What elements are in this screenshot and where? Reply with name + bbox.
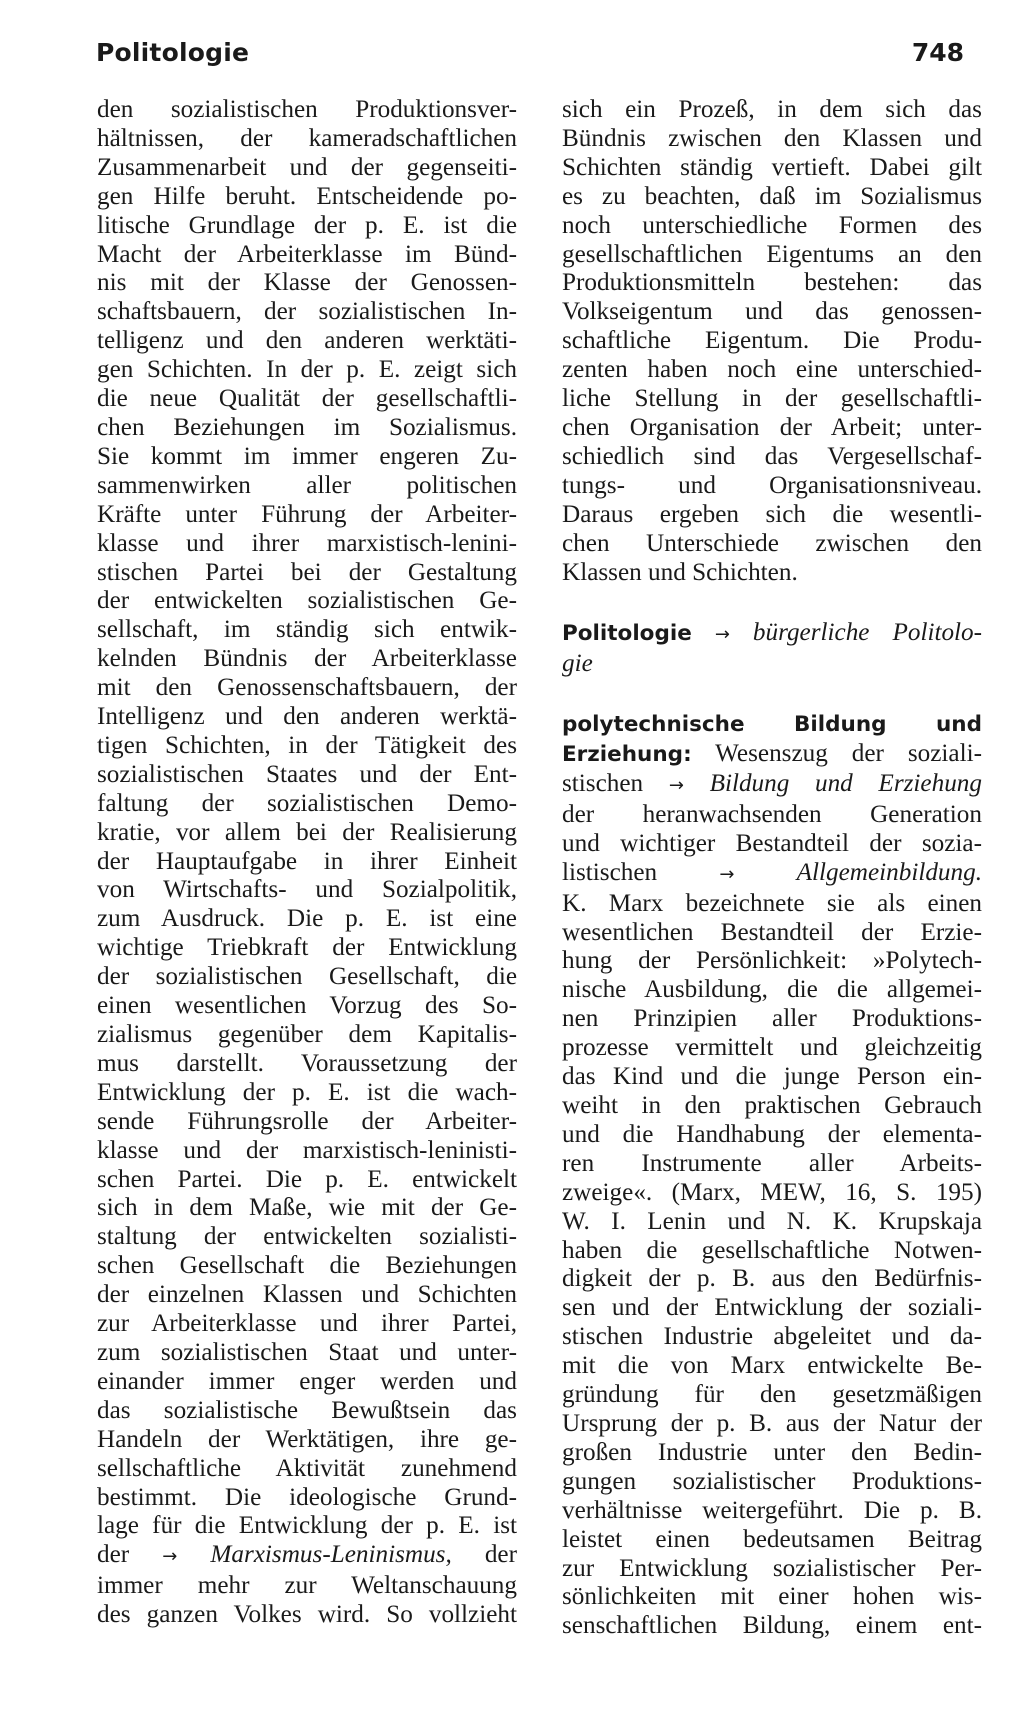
text-line: zum sozialistischen Staat und unter- bbox=[97, 1338, 517, 1366]
entry-politologie bbox=[562, 619, 982, 650]
text-line: sozialistischen Staates und der Ent- bbox=[97, 760, 517, 788]
text-line: staltung der entwickelten sozialisti- bbox=[97, 1223, 517, 1251]
text-line: schaftliche Eigentum. Die Produ- bbox=[562, 327, 982, 355]
text-line: Volkseigentum und das genossen- bbox=[562, 298, 982, 326]
text-line: sellschaft, im ständig sich entwik- bbox=[97, 616, 517, 644]
arrow-right-icon: → bbox=[162, 1546, 178, 1568]
text-line: sen und der Entwicklung der soziali- bbox=[562, 1294, 982, 1322]
text-line: litische Grundlage der p. E. ist die bbox=[97, 211, 517, 239]
text-line: chen Organisation der Arbeit; unter- bbox=[562, 413, 982, 441]
text-line: gründung für den gesetzmäßigen bbox=[562, 1381, 982, 1409]
text-line: senschaftlichen Bildung, einem ent- bbox=[562, 1612, 982, 1640]
text-line: das sozialistische Bewußtsein das bbox=[97, 1396, 517, 1424]
text-line: digkeit der p. B. aus den Bedürfnis- bbox=[562, 1265, 982, 1293]
text-line: sich in dem Maße, wie mit der Ge- bbox=[97, 1194, 517, 1222]
text-line: kelnden Bündnis der Arbeiterklasse bbox=[97, 645, 517, 673]
text-line: nis mit der Klasse der Genossen- bbox=[97, 269, 517, 297]
text-line: klasse und der marxistisch-leninisti- bbox=[97, 1136, 517, 1164]
page-number: 748 bbox=[911, 38, 964, 67]
text-line: Produktionsmitteln bestehen: das bbox=[562, 269, 982, 297]
text-line: einander immer enger werden und bbox=[97, 1367, 517, 1395]
text-line: tigen Schichten, in der Tätigkeit des bbox=[97, 731, 517, 759]
text-line: tungs- und Organisationsniveau. bbox=[562, 471, 982, 499]
text-line: verhältnisse weitergeführt. Die p. B. bbox=[562, 1496, 982, 1524]
cross-reference-line bbox=[97, 1541, 517, 1572]
entry-headword: Politologie bbox=[562, 621, 692, 647]
text-line: leistet einen bedeutsamen Beitrag bbox=[562, 1525, 982, 1553]
running-head: Politologie bbox=[96, 38, 250, 67]
text-line: von Wirtschafts- und Sozialpolitik, bbox=[97, 876, 517, 904]
text-line: Handeln der Werktätigen, ihre ge- bbox=[97, 1425, 517, 1453]
cross-reference-link[interactable]: Marxismus-Leninismus, bbox=[210, 1541, 452, 1569]
text-line: Sie kommt im immer engeren Zu- bbox=[97, 442, 517, 470]
text-line: und wichtiger Bestandteil der sozia- bbox=[562, 829, 982, 857]
text-line: das Kind und die junge Person ein- bbox=[562, 1063, 982, 1091]
text-line: gen Schichten. In der p. E. zeigt sich bbox=[97, 356, 517, 384]
text-line: der einzelnen Klassen und Schichten bbox=[97, 1281, 517, 1309]
text-line: klasse und ihrer marxistisch-lenini- bbox=[97, 529, 517, 557]
text-line: K. Marx bezeichnete sie als einen bbox=[562, 889, 982, 917]
text-line: sellschaftliche Aktivität zunehmend bbox=[97, 1454, 517, 1482]
text-line: Ursprung der p. B. aus der Natur der bbox=[562, 1409, 982, 1437]
text-line: zweige«. (Marx, MEW, 16, S. 195) bbox=[562, 1178, 982, 1206]
text-line: sich ein Prozeß, in dem sich das bbox=[562, 96, 982, 123]
text-line: gungen sozialistischer Produktions- bbox=[562, 1467, 982, 1495]
text-line: stischen Partei bei der Gestaltung bbox=[97, 558, 517, 586]
text-line: zialismus gegenüber dem Kapitalis- bbox=[97, 1021, 517, 1048]
text-line: Macht der Arbeiterklasse im Bünd- bbox=[97, 240, 517, 268]
text-fragment: listischen bbox=[562, 858, 658, 886]
arrow-right-icon: → bbox=[714, 624, 730, 646]
text-line: sammenwirken aller politischen bbox=[97, 471, 517, 499]
text-line: telligenz und den anderen werktäti- bbox=[97, 327, 517, 355]
text-line: schen Gesellschaft die Beziehungen bbox=[97, 1252, 517, 1280]
text-line: den sozialistischen Produktionsver- bbox=[97, 96, 517, 123]
text-line: der heranwachsenden Generation bbox=[562, 800, 982, 828]
text-line: lage für die Entwicklung der p. E. ist bbox=[97, 1512, 517, 1540]
text-line: zenten haben noch eine unterschied- bbox=[562, 356, 982, 384]
text-line: es zu beachten, daß im Sozialismus bbox=[562, 182, 982, 210]
text-line: Entwicklung der p. E. ist die wach- bbox=[97, 1078, 517, 1106]
page-header bbox=[96, 38, 964, 78]
text-line: des ganzen Volkes wird. So vollzieht bbox=[97, 1601, 517, 1629]
text-line bbox=[562, 740, 982, 770]
arrow-right-icon: → bbox=[668, 775, 684, 797]
text-line: und die Handhabung der elementa- bbox=[562, 1120, 982, 1148]
text-line: schiedlich sind das Vergesellschaf- bbox=[562, 442, 982, 470]
entry-headword: polytechnische Bildung und bbox=[562, 712, 982, 738]
text-line: nische Ausbildung, die die allgemei- bbox=[562, 976, 982, 1004]
text-fragment: Wesenszug der soziali- bbox=[691, 740, 982, 768]
text-line: Intelligenz und den anderen werktä- bbox=[97, 703, 517, 731]
text-line: der Hauptaufgabe in ihrer Einheit bbox=[97, 847, 517, 875]
left-column bbox=[97, 96, 517, 1630]
text-line: hältnissen, der kameradschaftlichen bbox=[97, 124, 517, 152]
text-line: Zusammenarbeit und der gegenseiti- bbox=[97, 153, 517, 181]
cross-reference-line bbox=[562, 770, 982, 801]
text-line: ren Instrumente aller Arbeits- bbox=[562, 1149, 982, 1177]
text-line: einen wesentlichen Vorzug des So- bbox=[97, 992, 517, 1020]
text-line: mus darstellt. Voraussetzung der bbox=[97, 1049, 517, 1077]
text-line: mit den Genossenschaftsbauern, der bbox=[97, 674, 517, 702]
cross-reference-link[interactable]: Bildung und Erziehung bbox=[683, 770, 982, 798]
text-line: gesellschaftlichen Eigentums an den bbox=[562, 240, 982, 268]
text-line: mit die von Marx entwickelte Be- bbox=[562, 1352, 982, 1380]
text-line: der sozialistischen Gesellschaft, die bbox=[97, 963, 517, 991]
cross-reference-line bbox=[562, 859, 982, 890]
text-line: gen Hilfe beruht. Entscheidende po- bbox=[97, 182, 517, 210]
text-line: schen Partei. Die p. E. entwickelt bbox=[97, 1165, 517, 1193]
entry-headword: Erziehung: bbox=[562, 742, 692, 768]
text-line: sönlichkeiten mit einer hohen wis- bbox=[562, 1583, 982, 1611]
text-line: die neue Qualität der gesellschaftli- bbox=[97, 385, 517, 413]
text-line: prozesse vermittelt und gleichzeitig bbox=[562, 1034, 982, 1062]
text-line: faltung der sozialistischen Demo- bbox=[97, 789, 517, 817]
text-line: Kräfte unter Führung der Arbeiter- bbox=[97, 500, 517, 528]
entry-gap bbox=[562, 587, 982, 619]
cross-reference-link[interactable]: Allgemeinbildung. bbox=[796, 858, 983, 886]
text-line: chen Beziehungen im Sozialismus. bbox=[97, 413, 517, 441]
text-line: nen Prinzipien aller Produktions- bbox=[562, 1005, 982, 1033]
text-line: noch unterschiedliche Formen des bbox=[562, 211, 982, 239]
text-line: der entwickelten sozialistischen Ge- bbox=[97, 587, 517, 615]
text-line: haben die gesellschaftliche Notwen- bbox=[562, 1236, 982, 1264]
text-line: sende Führungsrolle der Arbeiter- bbox=[97, 1107, 517, 1135]
text-line: zum Ausdruck. Die p. E. ist eine bbox=[97, 905, 517, 933]
right-column bbox=[562, 96, 982, 1641]
text-line: Schichten ständig vertieft. Dabei gilt bbox=[562, 153, 982, 181]
text-line: wesentlichen Bestandteil der Erzie- bbox=[562, 918, 982, 946]
text-line: W. I. Lenin und N. K. Krupskaja bbox=[562, 1207, 982, 1235]
text-line: wichtige Triebkraft der Entwicklung bbox=[97, 934, 517, 962]
text-fragment: stischen bbox=[562, 770, 669, 798]
text-line: liche Stellung in der gesellschaftli- bbox=[562, 385, 982, 413]
text-line: Bündnis zwischen den Klassen und bbox=[562, 124, 982, 152]
text-line: kratie, vor allem bei der Realisierung bbox=[97, 818, 517, 846]
text-line: bestimmt. Die ideologische Grund- bbox=[97, 1483, 517, 1511]
text-line: hung der Persönlichkeit: »Polytech- bbox=[562, 947, 982, 975]
text-line: zur Entwicklung sozialistischer Per- bbox=[562, 1554, 982, 1582]
text-line: weiht in den praktischen Gebrauch bbox=[562, 1092, 982, 1119]
text-line: zur Arbeiterklasse und ihrer Partei, bbox=[97, 1310, 517, 1338]
text-line: Daraus ergeben sich die wesentli- bbox=[562, 500, 982, 528]
text-line: chen Unterschiede zwischen den bbox=[562, 529, 982, 557]
cross-reference-link[interactable]: bürgerliche Politolo- bbox=[752, 619, 983, 647]
arrow-right-icon: → bbox=[719, 863, 735, 885]
text-line: schaftsbauern, der sozialistischen In- bbox=[97, 298, 517, 326]
text-line: stischen Industrie abgeleitet und da- bbox=[562, 1323, 982, 1351]
cross-reference-link[interactable]: gie bbox=[562, 650, 593, 678]
text-fragment: der bbox=[451, 1541, 517, 1569]
entry-gap bbox=[562, 679, 982, 711]
text-line: großen Industrie unter den Bedin- bbox=[562, 1438, 982, 1466]
text-line: immer mehr zur Weltanschauung bbox=[97, 1572, 517, 1600]
text-line: Klassen und Schichten. bbox=[562, 558, 798, 586]
text-fragment: der bbox=[97, 1541, 163, 1569]
